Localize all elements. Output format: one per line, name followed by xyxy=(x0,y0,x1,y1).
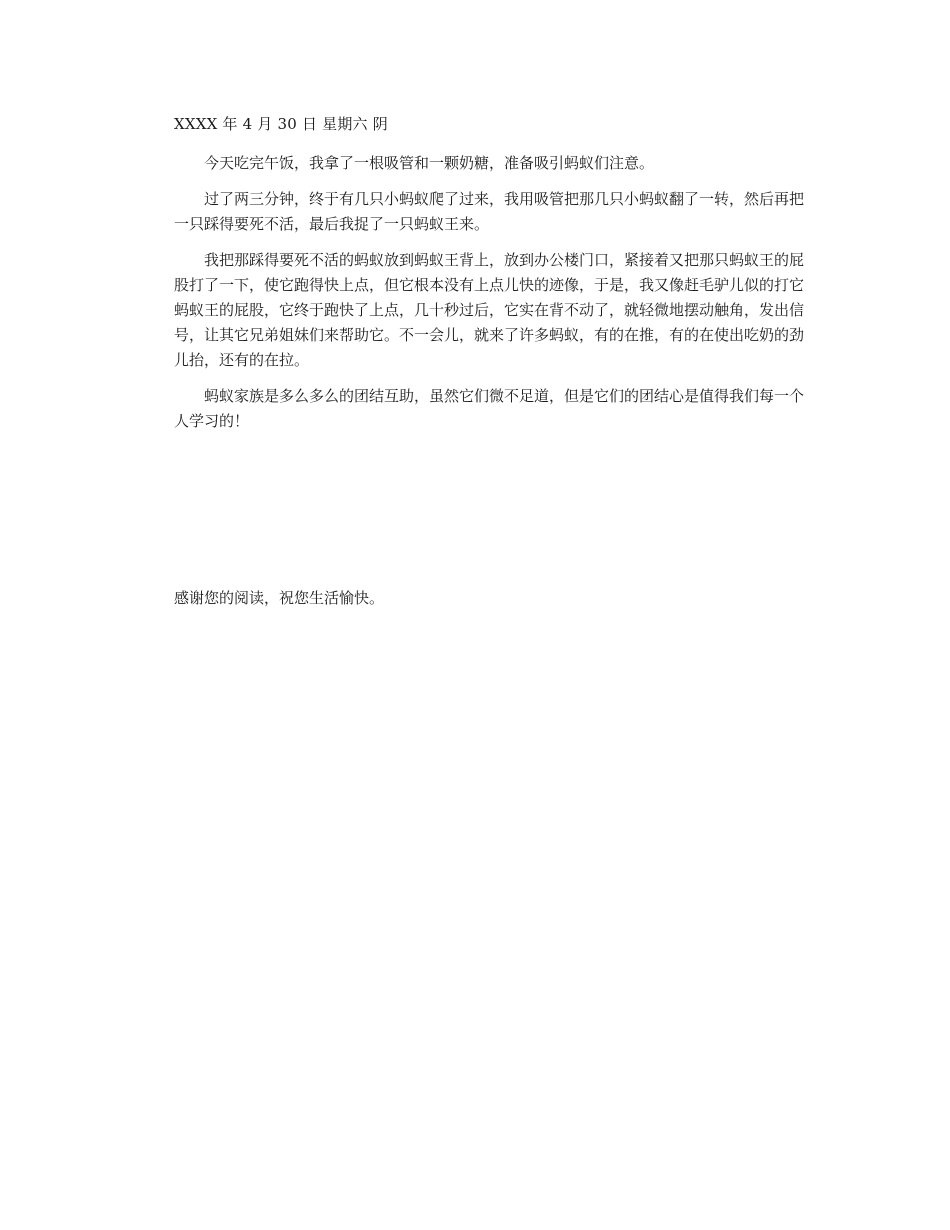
paragraph-1: 今天吃完午饭，我拿了一根吸管和一颗奶糖，准备吸引蚂蚁们注意。 xyxy=(204,154,655,172)
paragraph-4: 蚂蚁家族是多么多么的团结互助，虽然它们微不足道，但是它们的团结心是值得我们每一个人学习的！ xyxy=(174,387,805,430)
diary-date-line: XXXX 年 4 月 30 日 星期六 阴 xyxy=(174,115,388,133)
document-body xyxy=(174,112,814,445)
closing-line: 感谢您的阅读，祝您生活愉快。 xyxy=(174,589,385,607)
paragraph-3: 我把那踩得要死不活的蚂蚁放到蚂蚁王背上，放到办公楼门口，紧接着又把那只蚂蚁王的屁股打了一下，使它跑得快上点，但它根本没有上点儿快的迹像，于是，我又像赶毛驴儿似的打它蚂蚁王的屁股，它终于跑快了上点，几十秒过后，它实在背不动了，就轻微地摆动触角，发出信号，让其它兄弟姐妹们来帮助它。不一会儿，就来了许多蚂蚁，有的在推，有的在使出吃奶的劲儿抬，还有的在拉。 xyxy=(174,251,805,369)
paragraph-2: 过了两三分钟，终于有几只小蚂蚁爬了过来，我用吸管把那几只小蚂蚁翻了一转，然后再把一只踩得要死不活，最后我捉了一只蚂蚁王来。 xyxy=(174,190,805,233)
